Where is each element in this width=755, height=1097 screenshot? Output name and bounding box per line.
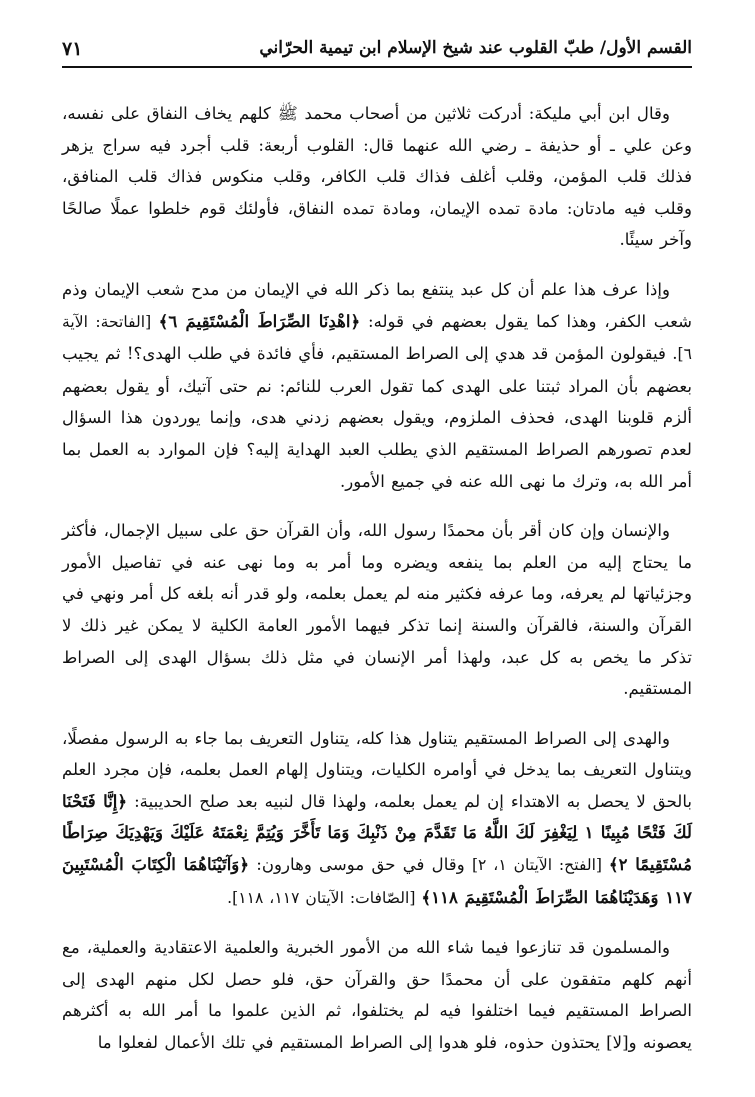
paragraph-1 — [62, 98, 692, 256]
text-segment: . فيقولون المؤمن قد هدي إلى الصراط المستقيم، فأي فائدة في طلب الهدى؟! ثم يجيب بعضهم بأن المراد ثبتنا على الهدى كما تقول العرب للنائم: نم حتى آتيك، أو يقول بعضهم ألزم قلوبنا الهدى، فحذف الملزوم، ويقول بعضهم زدني هدى، وإنما يوردون هذا السؤال لعدم تصورهم الصراط المستقيم الذي يطلب العبد الهداية إليه؟ فإن الموارد به العمل بما أمر الله به، وترك ما نهى الله عنه في جميع الأمور. — [62, 344, 692, 491]
page-number: ٧١ — [62, 38, 83, 60]
verse-reference: [الفتح: الآيتان ١، ٢] — [471, 856, 609, 875]
text-segment: والإنسان وإن كان أقر بأن محمدًا رسول الله، وأن القرآن حق على سبيل الإجمال، فأكثر ما يحتاج إليه من العلم بما ينفعه ويضره وما أمر به وما نهى عنه في تفاصيل الأمور وجزئياتها لم يعرفه، وما عرفه فكثير منه لم يعمل بعلمه، ولو قدر أنه بلغه كل أمر ونهي في القرآن والسنة، فالقرآن والسنة إنما تذكر فيهما الأمور العامة الكلية لا يمكن غير ذلك لا تذكر ما يخص به كل عبد، ولهذا أمر الإنسان في مثل ذلك بسؤال الهدى إلى الصراط المستقيم. — [62, 521, 692, 699]
quran-verse: ﴿إِنَّا فَتَحْنَا لَكَ فَتْحًا مُبِينًا ١ لِيَغْفِرَ لَكَ اللَّهُ مَا تَقَدَّمَ مِنْ ذَنْبِكَ وَمَا تَأَخَّرَ وَيُتِمَّ نِعْمَتَهُ عَلَيْكَ وَيَهْدِيَكَ صِرَاطًا مُسْتَقِيمًا ٢﴾ — [62, 790, 692, 875]
running-title: القسم الأول/ طبّ القلوب عند شيخ الإسلام ابن تيمية الحرّاني — [259, 38, 692, 58]
text-segment: وقال في حق موسى وهارون: — [249, 855, 472, 875]
quran-verse: ﴿وَآتَيْنَاهُمَا الْكِتَابَ الْمُسْتَبِينَ ١١٧ وَهَدَيْنَاهُمَا الصِّرَاطَ الْمُسْتَقِيمَ ١١٨﴾ — [62, 854, 692, 907]
paragraph-3 — [62, 515, 692, 705]
verse-reference: [الفاتحة: الآية ٦] — [62, 312, 692, 364]
quran-verse: ﴿اهْدِنَا الصِّرَاطَ الْمُسْتَقِيمَ ٦﴾ — [158, 310, 361, 331]
page-body — [62, 98, 692, 1059]
verse-reference: [الصّافات: الآيتان ١١٧، ١١٨]. — [227, 888, 422, 907]
paragraph-5 — [62, 932, 692, 1058]
page-header — [62, 26, 692, 68]
paragraph-2 — [62, 274, 692, 497]
book-page — [62, 26, 692, 1086]
paragraph-4 — [62, 723, 692, 915]
text-segment: والمسلمون قد تنازعوا فيما شاء الله من الأمور الخبرية والعلمية الاعتقادية والعملية، مع أنهم كلهم متفقون على أن محمدًا حق والقرآن حق، فلو حصل لكل منهم الهدى إلى الصراط المستقيم فيما اختلفوا فيه لم يختلفوا، ثم الذين علموا ما أمر الله به أكثرهم يعصونه و[لا] يحتذون حذوه، فلو هدوا إلى الصراط المستقيم في تلك الأعمال لفعلوا ما — [62, 938, 692, 1053]
text-segment: وإذا عرف هذا علم أن كل عبد ينتفع بما ذكر الله في الإيمان من مدح شعب الإيمان وذم شعب الكفر، وهذا كما يقول بعضهم في قوله: — [62, 279, 693, 331]
text-segment: وقال ابن أبي مليكة: أدركت ثلاثين من أصحاب محمد ﷺ كلهم يخاف النفاق على نفسه، وعن علي ـ أو حذيفة ـ رضي الله عنهما قال: القلوب أربعة: قلب أجرد فيه سراج يزهر فذلك قلب المؤمن، وقلب أغلف فذاك قلب الكافر، وقلب منكوس فذاك قلب المنافق، وقلب فيه مادتان: مادة تمده الإيمان، ومادة تمده النفاق، فأولئك قوم خلطوا عملًا صالحًا وآخر سيئًا. — [62, 104, 692, 250]
text-segment: والهدى إلى الصراط المستقيم يتناول هذا كله، يتناول التعريف بما جاء به الرسول مفصلًا، ويتناول التعريف بما يدخل في أوامره الكليات، ويتناول إلهام العمل بعلمه، فإن مجرد العلم بالحق لا يحصل به الاهتداء إن لم يعمل بعلمه، ولهذا قال لنبيه بعد صلح الحديبية: — [62, 728, 693, 811]
